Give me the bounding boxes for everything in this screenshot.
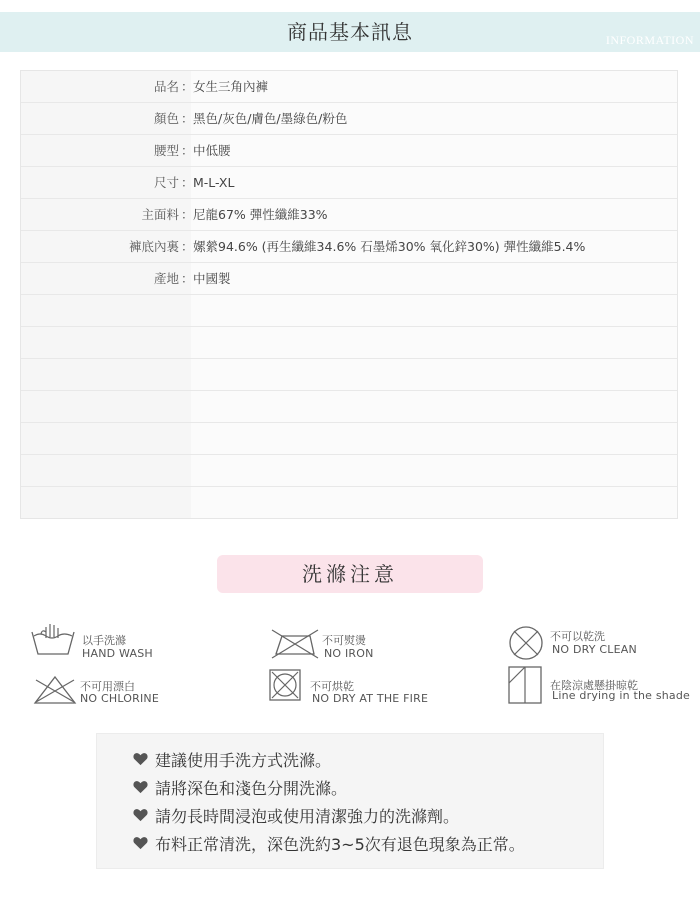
info-colon: ： — [181, 175, 194, 190]
heart-icon — [133, 779, 148, 798]
info-value: M-L-XL — [193, 175, 235, 190]
care-note-text: 布料正常清洗，深色洗約3~5次有退色現象為正常。 — [155, 835, 525, 854]
no-dry-clean-icon — [507, 624, 545, 666]
info-row — [21, 359, 677, 391]
info-colon: ： — [181, 271, 194, 286]
line-dry-shade-icon — [507, 665, 543, 709]
info-label: 顏色 — [153, 111, 179, 126]
wash-section-title: 洗滌注意 — [217, 555, 483, 593]
care-label-cn: 不可以乾洗 — [550, 630, 605, 643]
care-label-en: NO IRON — [324, 647, 374, 660]
info-label: 褲底內裏 — [128, 239, 179, 254]
info-row — [21, 295, 677, 327]
care-label-en: HAND WASH — [82, 647, 153, 660]
care-label-cn: 不可烘乾 — [310, 680, 354, 693]
info-colon: ： — [181, 239, 194, 254]
info-row — [21, 327, 677, 359]
info-row — [21, 487, 677, 519]
section-title: 商品基本訊息 — [287, 20, 413, 44]
section-header — [0, 12, 700, 52]
info-value: 嫘縈94.6% (再生纖維34.6% 石墨烯30% 氧化鋅30%) 彈性纖維5.4% — [193, 239, 586, 254]
heart-icon — [133, 835, 148, 854]
info-label: 主面料 — [141, 207, 179, 222]
info-label: 產地 — [153, 271, 179, 286]
care-label-cn: 不可熨燙 — [322, 634, 366, 647]
info-colon: ： — [181, 207, 194, 222]
product-info-table — [20, 70, 678, 519]
info-value: 黑色/灰色/膚色/墨綠色/粉色 — [193, 111, 348, 126]
care-notes-box — [96, 733, 604, 869]
info-row — [21, 103, 677, 135]
care-label-en: NO CHLORINE — [80, 692, 159, 705]
info-row — [21, 231, 677, 263]
care-note-text: 請勿長時間浸泡或使用清潔強力的洗滌劑。 — [155, 807, 460, 826]
info-label: 品名 — [153, 79, 179, 94]
info-row — [21, 199, 677, 231]
info-colon: ： — [181, 79, 194, 94]
care-label-cn: 以手洗滌 — [82, 634, 126, 647]
no-chlorine-icon — [32, 674, 78, 710]
hand-wash-icon — [30, 622, 76, 662]
info-value: 尼龍67% 彈性纖維33% — [193, 207, 328, 222]
care-label-en: Line drying in the shade — [552, 689, 691, 702]
info-label: 腰型 — [153, 143, 179, 158]
info-label: 尺寸 — [153, 175, 179, 190]
info-value: 中低腰 — [193, 143, 231, 158]
info-row — [21, 391, 677, 423]
care-label-cn: 不可用漂白 — [80, 680, 135, 693]
care-note-text: 建議使用手洗方式洗滌。 — [155, 751, 332, 770]
care-note-text: 請將深色和淺色分開洗滌。 — [155, 779, 348, 798]
care-label-en: NO DRY CLEAN — [552, 643, 637, 656]
care-label-cn: 在陰涼處懸掛晾乾 — [550, 679, 638, 692]
info-row — [21, 263, 677, 295]
info-row — [21, 167, 677, 199]
info-value: 中國製 — [193, 271, 231, 286]
care-label-en: NO DRY AT THE FIRE — [312, 692, 429, 705]
info-row — [21, 423, 677, 455]
info-row — [21, 135, 677, 167]
heart-icon — [133, 751, 148, 770]
info-colon: ： — [181, 111, 194, 126]
section-subtitle: INFORMATION — [605, 33, 694, 47]
no-iron-icon — [270, 628, 320, 664]
info-row — [21, 71, 677, 103]
no-tumble-dry-icon — [268, 668, 302, 706]
info-colon: ： — [181, 143, 194, 158]
info-value: 女生三角內褲 — [193, 79, 269, 94]
heart-icon — [133, 807, 148, 826]
info-row — [21, 455, 677, 487]
